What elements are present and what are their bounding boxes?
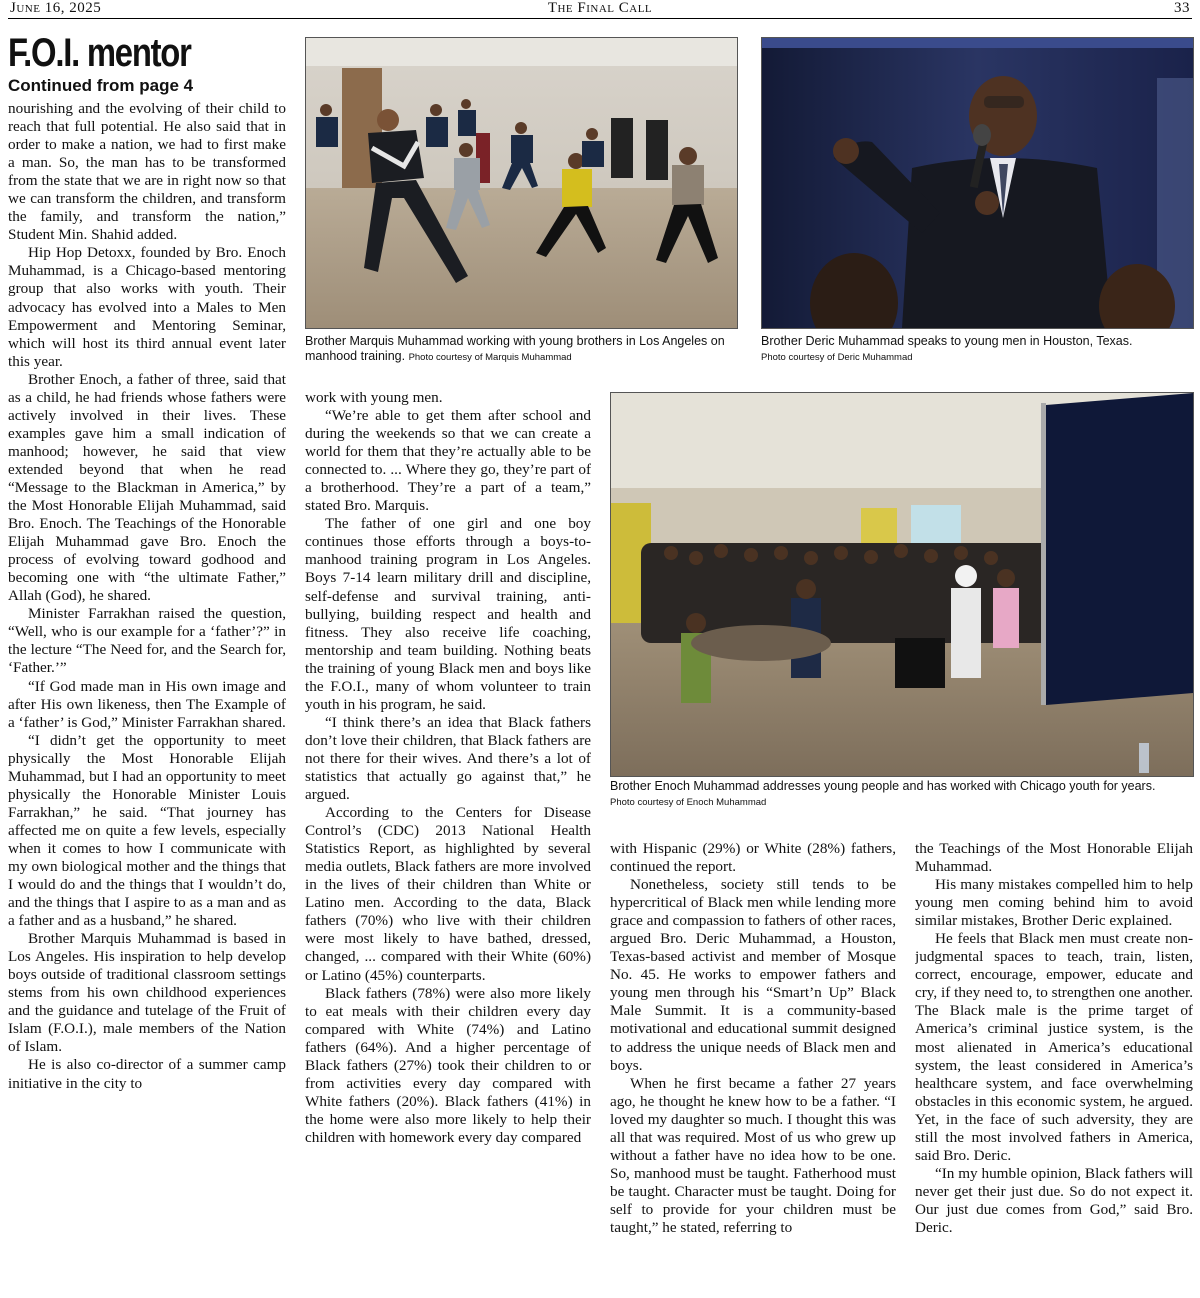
issue-date: June 16, 2025 — [10, 0, 102, 16]
audience-photo-icon — [611, 393, 1193, 776]
audience-photo — [610, 392, 1194, 777]
paragraph: work with young men. — [305, 389, 443, 406]
paragraph: The father of one girl and one boy continues those efforts through a boys-to-manhood training program in Los Angeles. Boys 7-14 learn military drill and discipline, self-defense and survival training, anti-bullying, building respect and health and fitness. They also receive life coaching, mentorship and team building. Nothing beats the training of young Black men and boys like the F.O.I., many of whom volunteer to train youth in his program, he said. — [305, 515, 591, 713]
audience-photo-caption — [610, 779, 1198, 810]
speaker-photo — [761, 37, 1194, 329]
caption-text: Brother Enoch Muhammad addresses young people and has worked with Chicago youth for years. — [610, 779, 1156, 793]
caption-text: Brother Marquis Muhammad working with young brothers in Los Angeles on manhood training. — [305, 334, 725, 363]
caption-text: Brother Deric Muhammad speaks to young men in Houston, Texas. — [761, 334, 1133, 348]
training-photo-icon — [306, 38, 737, 328]
paragraph: Brother Enoch, a father of three, said that as a child, he had friends whose fathers were actively involved in their lives. These examples gave him a small indication of manhood; however, he said that view extended beyond that when he read “Message to the Blackman in America,” by the Most Honorable Elijah Muhammad, said Bro. Enoch. The Teachings of the Honorable Elijah Muhammad gave Bro. Enoch the process of evolving toward godhood and becoming one with “the ultimate Father,” Allah (God), he shared. — [8, 370, 286, 605]
paragraph: Black fathers (78%) were also more likely to eat meals with their children every day compared with White (74%) and Latino fathers (64%). And a higher percentage of Black fathers (27%) took their children to or from activities every day compared with White fathers (20%). Black fathers (41%) in the home were also more likely to help their children with homework every day compared — [305, 984, 591, 1146]
paragraph: Brother Marquis Muhammad is based in Los Angeles. His inspiration to help develop boys outside of traditional classroom settings stems from his own childhood experiences and the guidance and tutelage of the Fruit of Islam (F.O.I.), male members of the Nation of Islam. — [8, 930, 286, 1056]
paragraph: His many mistakes compelled him to help young men coming behind him to avoid similar mistakes, Brother Deric explained. — [915, 876, 1193, 930]
article-column-4 — [915, 840, 1193, 1295]
photo-credit: Photo courtesy of Marquis Muhammad — [408, 352, 572, 363]
paragraph: Minister Farrakhan raised the question, “Well, who is our example for a ‘father’?” in the lecture “The Need for, and the Search for, ‘Father.’” — [8, 605, 286, 677]
article-column-1 — [8, 100, 286, 1295]
article-headline: F.O.I. mentor — [8, 31, 191, 75]
paragraph: According to the Centers for Disease Control’s (CDC) 2013 National Health Statistics Report, as highlighted by several media outlets, Black fathers are more involved in the lives of their children than White or Latino men. According to the data, Black fathers (70%) who live with their children were most likely to have bathed, dressed, changed, ... compared with their White (60%) or Latino (45%) counterparts. — [305, 804, 591, 984]
paragraph: Nonetheless, society still tends to be hypercritical of Black men while lending more grace and compassion to fathers of other races, argued Bro. Deric Muhammad, a Houston, Texas-based activist and member of Mosque No. 45. He works to empower fathers and young men through his “Smart’n Up” Black Male Summit. It is a community-based motivational and educational summit designed to address the unique needs of Black men and boys. — [610, 876, 896, 1074]
paragraph: with Hispanic (29%) or White (28%) fathers, continued the report. — [610, 840, 896, 876]
article-column-2 — [305, 389, 591, 1295]
paragraph: “If God made man in His own image and after His own likeness, then The Example of a ‘father’ is God,” Minister Farrakhan shared. — [8, 677, 286, 731]
photo-credit: Photo courtesy of Deric Muhammad — [761, 352, 913, 363]
paragraph: He is also co-director of a summer camp initiative in the city to — [8, 1056, 286, 1092]
speaker-photo-caption — [761, 334, 1192, 365]
page-number: 33 — [1174, 0, 1190, 16]
training-photo-caption — [305, 334, 740, 365]
paragraph: “We’re able to get them after school and during the weekends so that we can create a world for them that they’re actually able to be connected to. ... Where they go, they’re part of a brotherhood. They’re a part of a team,” stated Bro. Marquis. — [305, 407, 591, 515]
paragraph: nourishing and the evolving of their child to reach that full potential. He also said that in order to make a nation, we had to first make a man. So, the man has to be transformed from the state that we are in right now so that we can transform the children, and transform the family, and transform the nation,” Student Min. Shahid added. — [8, 100, 286, 244]
article-column-3 — [610, 840, 896, 1295]
paragraph: the Teachings of the Most Honorable Elijah Muhammad. — [915, 840, 1193, 876]
speaker-photo-icon — [762, 38, 1193, 328]
paragraph: “I didn’t get the opportunity to meet physically the Most Honorable Elijah Muhammad, but I had an opportunity to meet physically the Honorable Minister Louis Farrakhan,” he said. “That journey has affected me on quite a few levels, especially when it comes to how I communicate with my own biological mother and the things that I would do and the things that I wouldn’t do, and the things that I aspire to as a man and as a father and as a husband,” he shared. — [8, 731, 286, 930]
paragraph: He feels that Black men must create non-judgmental spaces to teach, train, listen, correct, encourage, empower, educate and cry, if they need to, to strengthen one another. The Black male is the prime target of America’s criminal justice system, is the most alienated in America’s educational system, the least considered in America’s healthcare system, and face overwhelming obstacles in this economic system, he argued. Yet, in the face of such adversity, they are still the most involved fathers in America, said Bro. Deric. — [915, 930, 1193, 1164]
paper-name: The Final Call — [547, 0, 653, 16]
paragraph: Hip Hop Detoxx, founded by Bro. Enoch Muhammad, is a Chicago-based mentoring group that also works with youth. Their advocacy has evolved into a Males to Men Empowerment and Mentoring Seminar, which will host its third annual event later this year. — [8, 244, 286, 370]
paragraph: “I think there’s an idea that Black fathers don’t love their children, that Black fathers are not there for their wives. And there’s a lot of statistics that actually go against that,” he argued. — [305, 713, 591, 804]
photo-credit: Photo courtesy of Enoch Muhammad — [610, 797, 767, 808]
paragraph: “In my humble opinion, Black fathers will never get their just due. So do not expect it. Our just due comes from God,” said Bro. Deric. — [915, 1164, 1193, 1236]
training-photo — [305, 37, 738, 329]
paragraph: When he first became a father 27 years ago, he thought he knew how to be a father. “I loved my daughter so much. I thought this was all that was required. Most of us who grew up without a father have no idea how to be one. So, manhood must be taught. Fatherhood must be taught. Character must be taught. Doing for self to provide for your children must be taught,” he stated, referring to — [610, 1074, 896, 1236]
page-folio — [8, 0, 1192, 19]
continued-from-line: Continued from page 4 — [8, 76, 194, 95]
